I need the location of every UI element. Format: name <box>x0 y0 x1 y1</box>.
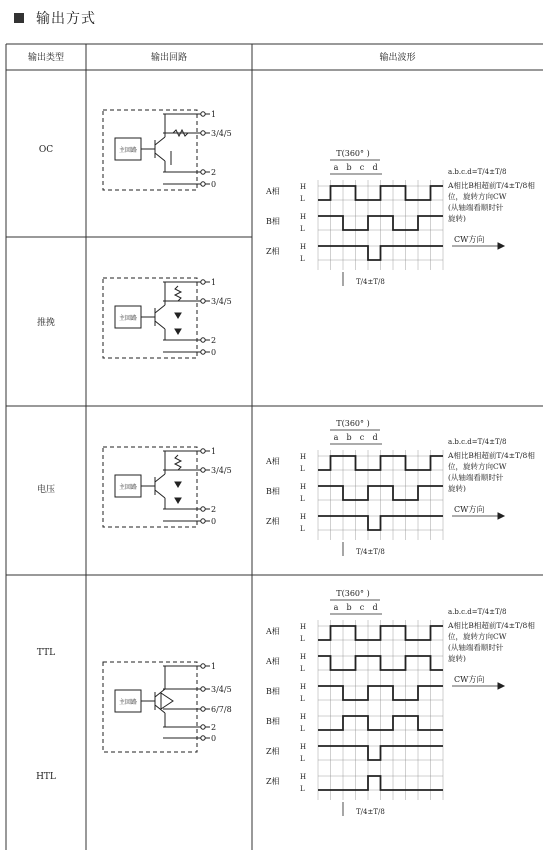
level-high-label: H <box>300 513 307 521</box>
phase-signal <box>318 246 443 260</box>
pin-label-4: 0 <box>211 180 217 189</box>
pin-label-2: 3/4/5 <box>211 466 232 475</box>
pin-label-3: 6/7/8 <box>211 705 232 714</box>
pin-label-2: 3/4/5 <box>211 297 232 306</box>
segment-label-a: a <box>333 163 339 172</box>
row-type-oc: OC <box>38 145 54 155</box>
tolerance-note: a.b.c.d=T/4±T/8 <box>448 608 507 616</box>
level-low-label: L <box>300 665 305 673</box>
zero-width-label: T/4±T/8 <box>356 548 385 556</box>
phase-note-line-1: A相比B相超前T/4±T/8相 <box>448 181 535 190</box>
section-title-text: 输出方式 <box>36 11 96 27</box>
level-high-label: H <box>300 653 307 661</box>
phase-signal <box>318 186 443 200</box>
phase-signal <box>318 626 443 640</box>
cw-direction-label: CW方向 <box>454 505 485 514</box>
cw-direction-label: CW方向 <box>454 235 485 244</box>
period-label: T(360° ) <box>336 149 370 158</box>
level-low-label: L <box>300 725 305 733</box>
header-type: 输出类型 <box>27 53 64 63</box>
level-high-label: H <box>300 683 307 691</box>
period-label: T(360° ) <box>336 419 370 428</box>
level-low-label: L <box>300 755 305 763</box>
pin-label-4: 2 <box>211 723 217 732</box>
segment-label-a: a <box>333 603 339 612</box>
pin-label-2: 3/4/5 <box>211 685 232 694</box>
phase-label-5: Z相 <box>266 747 280 756</box>
main-loop-label: 主回路 <box>118 315 138 322</box>
pin-label-3: 2 <box>211 336 217 345</box>
cw-arrow-head <box>498 683 504 689</box>
phase-note-line-3: (从轴端看顺时针 <box>448 203 504 212</box>
level-high-label: H <box>300 743 307 751</box>
level-low-label: L <box>300 255 305 263</box>
phase-label-6: Z相 <box>266 777 280 786</box>
phase-note-line-4: 旋转) <box>448 654 466 663</box>
level-high-label: H <box>300 213 307 221</box>
phase-label-2: A相 <box>266 657 280 666</box>
zero-width-label: T/4±T/8 <box>356 808 385 816</box>
level-low-label: L <box>300 635 305 643</box>
waveform-group <box>318 430 507 556</box>
main-loop-label: 主回路 <box>118 147 138 154</box>
phase-note-line-3: (从轴端看顺时针 <box>448 473 504 482</box>
phase-label-1: A相 <box>266 457 280 466</box>
phase-note-line-2: 位，旋转方向CW <box>448 192 507 201</box>
segment-label-b: b <box>346 433 352 442</box>
pin-label-1: 1 <box>211 662 217 671</box>
level-high-label: H <box>300 773 307 781</box>
level-low-label: L <box>300 695 305 703</box>
level-high-label: H <box>300 483 307 491</box>
segment-label-b: b <box>346 163 352 172</box>
phase-label-2: B相 <box>266 217 280 226</box>
level-low-label: L <box>300 785 305 793</box>
zero-width-label: T/4±T/8 <box>356 278 385 286</box>
phase-label-3: Z相 <box>266 517 280 526</box>
level-high-label: H <box>300 623 307 631</box>
level-high-label: H <box>300 243 307 251</box>
segment-label-c: c <box>359 603 365 612</box>
row-type-voltage: 电压 <box>36 485 55 495</box>
segment-label-d: d <box>372 603 378 612</box>
phase-note-line-3: (从轴端看顺时针 <box>448 643 504 652</box>
level-high-label: H <box>300 183 307 191</box>
pin-label-2: 3/4/5 <box>211 129 232 138</box>
pin-label-1: 1 <box>211 447 217 456</box>
segment-label-b: b <box>346 603 352 612</box>
level-low-label: L <box>300 525 305 533</box>
segment-label-c: c <box>359 163 365 172</box>
segment-label-a: a <box>333 433 339 442</box>
level-high-label: H <box>300 453 307 461</box>
phase-note-line-2: 位，旋转方向CW <box>448 462 507 471</box>
phase-note-line-4: 旋转) <box>448 214 466 223</box>
pin-label-1: 1 <box>211 110 217 119</box>
level-low-label: L <box>300 195 305 203</box>
segment-label-d: d <box>372 163 378 172</box>
cw-arrow-head <box>498 513 504 519</box>
phase-note-line-1: A相比B相超前T/4±T/8相 <box>448 451 535 460</box>
cw-arrow-head <box>498 243 504 249</box>
pin-label-4: 0 <box>211 348 217 357</box>
phase-label-3: Z相 <box>266 247 280 256</box>
segment-label-c: c <box>359 433 365 442</box>
level-low-label: L <box>300 225 305 233</box>
phase-note-line-4: 旋转) <box>448 484 466 493</box>
phase-label-2: B相 <box>266 487 280 496</box>
row-type-ttl: TTL <box>36 648 56 658</box>
row-type-htl: HTL <box>36 772 56 782</box>
segment-label-d: d <box>372 433 378 442</box>
phase-label-3: B相 <box>266 687 280 696</box>
phase-signal <box>318 456 443 470</box>
cw-direction-label: CW方向 <box>454 675 485 684</box>
phase-note-line-2: 位，旋转方向CW <box>448 632 507 641</box>
level-low-label: L <box>300 465 305 473</box>
phase-signal <box>318 746 443 760</box>
phase-signal <box>318 776 443 790</box>
phase-signal <box>318 516 443 530</box>
header-circuit: 输出回路 <box>150 53 187 63</box>
pin-label-3: 2 <box>211 168 217 177</box>
row-type-push-pull: 推挽 <box>36 318 55 328</box>
waveform-group <box>318 160 507 286</box>
level-high-label: H <box>300 713 307 721</box>
pin-label-1: 1 <box>211 278 217 287</box>
phase-label-1: A相 <box>266 187 280 196</box>
pin-label-5: 0 <box>211 734 217 743</box>
main-loop-label: 主回路 <box>118 484 138 491</box>
phase-label-1: A相 <box>266 627 280 636</box>
main-loop-label: 主回路 <box>118 699 138 706</box>
level-low-label: L <box>300 495 305 503</box>
period-label: T(360° ) <box>336 589 370 598</box>
phase-note-line-1: A相比B相超前T/4±T/8相 <box>448 621 535 630</box>
header-waveform: 输出波形 <box>379 53 416 63</box>
tolerance-note: a.b.c.d=T/4±T/8 <box>448 168 507 176</box>
tolerance-note: a.b.c.d=T/4±T/8 <box>448 438 507 446</box>
phase-signal <box>318 656 443 670</box>
phase-label-4: B相 <box>266 717 280 726</box>
pin-label-3: 2 <box>211 505 217 514</box>
pin-label-4: 0 <box>211 517 217 526</box>
